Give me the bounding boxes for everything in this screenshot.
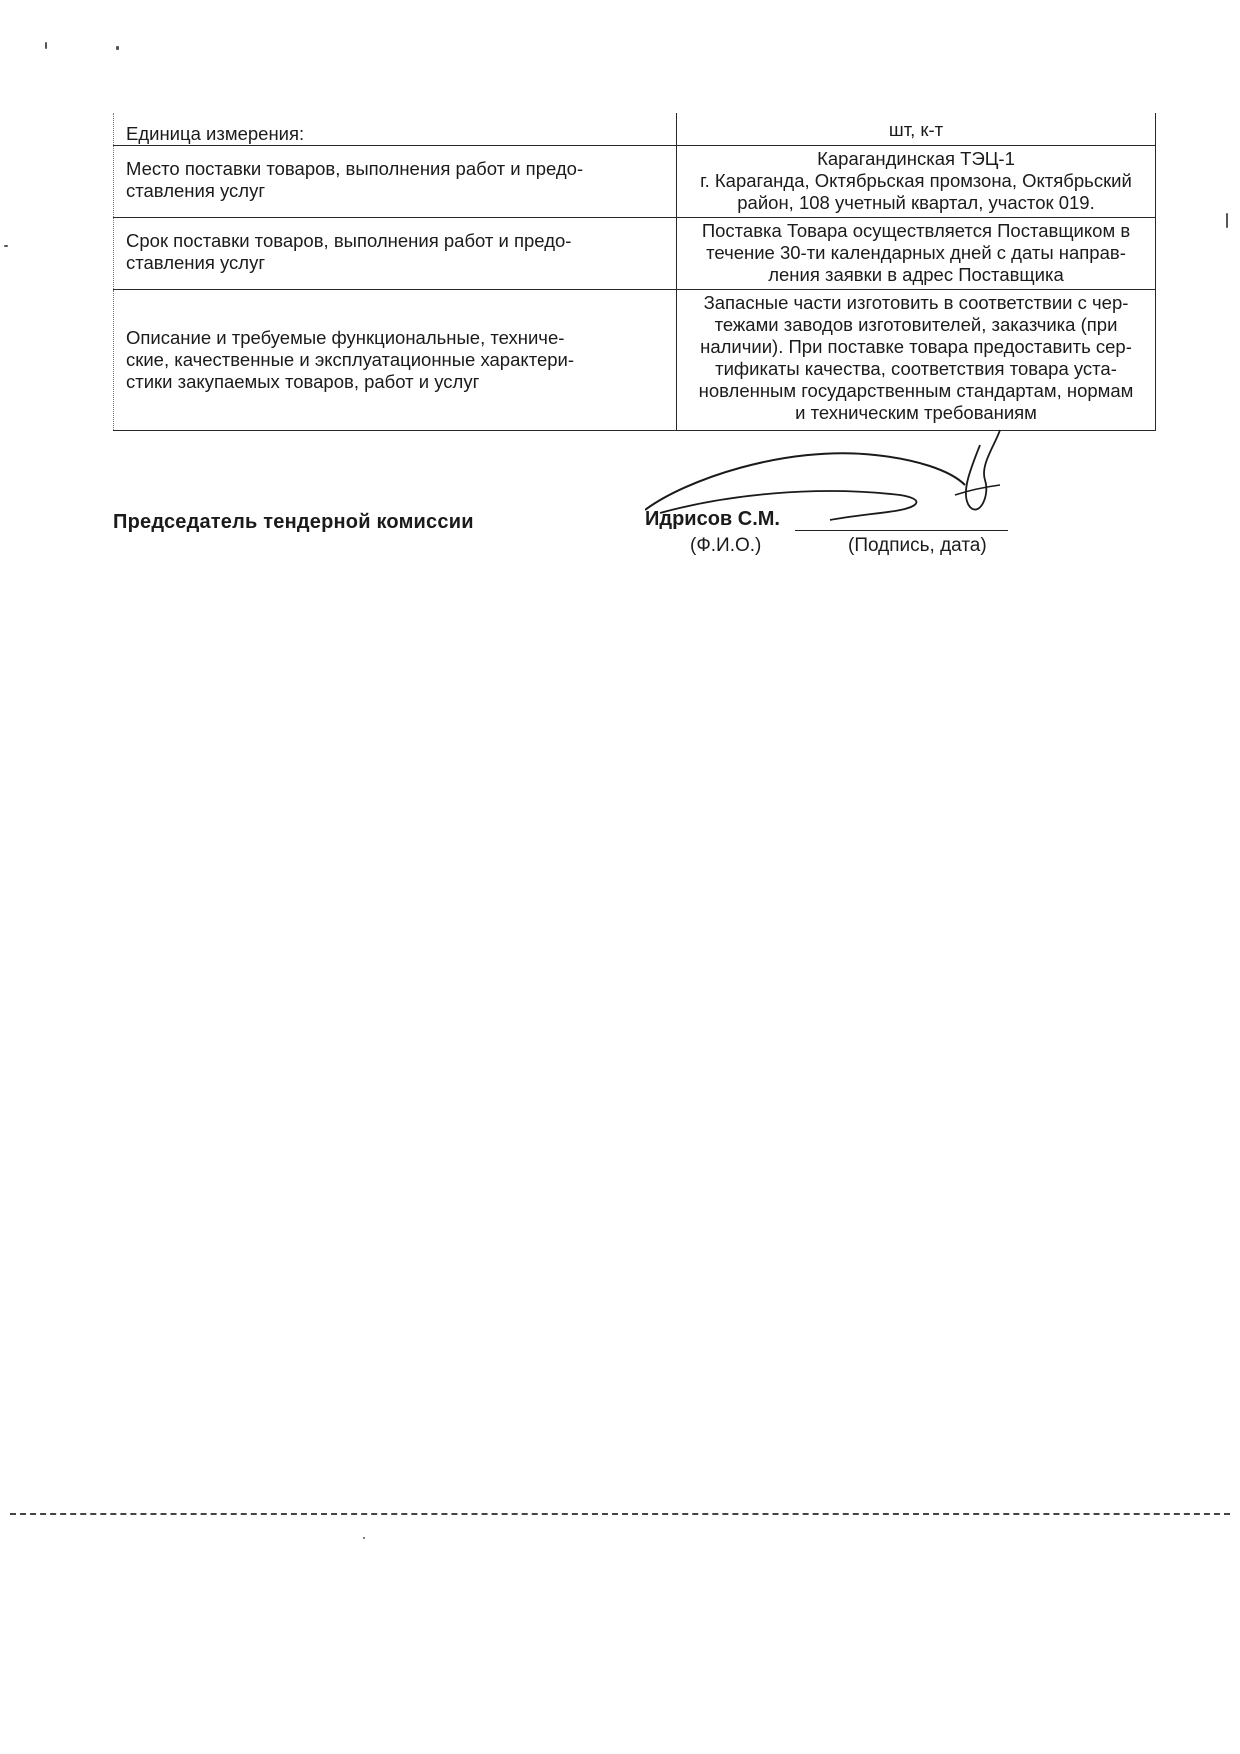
scan-speck: [116, 46, 119, 50]
row-label-unit: Единица измерения:: [114, 113, 677, 146]
row-label-description: Описание и требуемые функциональные, техниче- ские, качественные и эксплуатационные характери- стики закупаемых товаров, работ и услуг: [114, 290, 677, 431]
table-row: [114, 113, 1156, 146]
table-row: [114, 146, 1156, 218]
table-row: [114, 218, 1156, 290]
scan-speck: [45, 42, 47, 49]
page-cut-line: [10, 1513, 1230, 1515]
signature-date-caption: (Подпись, дата): [848, 535, 987, 556]
requirements-table: [113, 113, 1156, 431]
row-label-delivery-term: Срок поставки товаров, выполнения работ и предо- ставления услуг: [114, 218, 677, 290]
row-label-delivery-place: Место поставки товаров, выполнения работ и предо- ставления услуг: [114, 146, 677, 218]
table-row: [114, 290, 1156, 431]
row-value-delivery-term: Поставка Товара осуществляется Поставщиком в течение 30-ти календарных дней с даты направ- ления заявки в адрес Поставщика: [677, 218, 1156, 290]
chair-name: [645, 508, 780, 531]
row-value-description: Запасные части изготовить в соответствии с чер- тежами заводов изготовителей, заказчика (при наличии). При поставке товара предоставить сер- тификаты качества, соответствия товара уста- новленным государственным стандартам, нормам и техническим требованиям: [677, 290, 1156, 431]
fio-caption: (Ф.И.О.): [690, 535, 762, 556]
row-value-unit: шт, к-т: [677, 113, 1156, 146]
scan-speck: [1226, 213, 1228, 228]
commission-chair-label: Председатель тендерной комиссии: [113, 511, 474, 533]
scan-speck: [4, 245, 8, 247]
signature-line: [795, 530, 1008, 531]
row-value-delivery-place: Карагандинская ТЭЦ-1 г. Караганда, Октябрьская промзона, Октябрьский район, 108 учетный квартал, участок 019.: [677, 146, 1156, 218]
scan-speck: [363, 1537, 365, 1539]
chair-name-text: Идрисов С.М.: [645, 508, 780, 530]
